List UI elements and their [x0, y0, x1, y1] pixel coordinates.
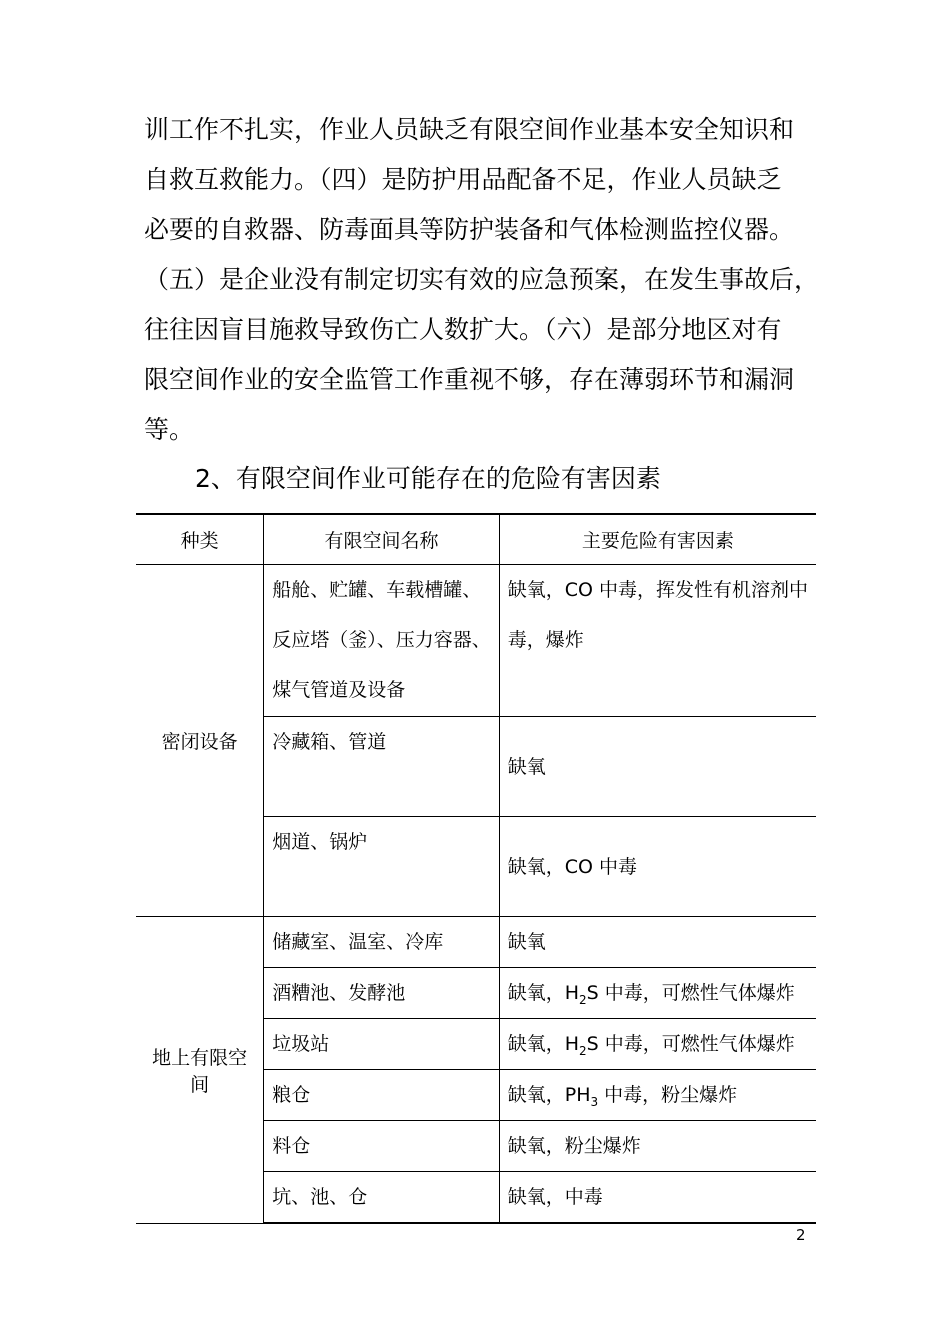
- paragraph-line: 往往因盲目施救导致伤亡人数扩大。（六）是部分地区对有: [144, 315, 782, 344]
- hazard-line: 缺氧，$PH_3$ 中毒，粉尘爆炸: [507, 1084, 738, 1109]
- table-row: [136, 917, 816, 968]
- space-name-line: 煤气管道及设备: [272, 679, 406, 701]
- hazard-cell: [499, 1172, 816, 1224]
- hazard-line: 毒，爆炸: [507, 629, 584, 651]
- category-cell: 地上有限空间: [136, 917, 264, 1224]
- space-name-line: 烟道、锅炉: [272, 831, 368, 853]
- body-paragraph: [144, 110, 820, 460]
- space-name-line: 反应塔（釜）、压力容器、: [272, 629, 491, 651]
- space-name-line: 储藏室、温室、冷库: [272, 931, 444, 953]
- space-name-line: 冷藏箱、管道: [272, 731, 387, 753]
- header-hazards: 主要危险有害因素: [499, 514, 816, 565]
- space-name-line: 酒糟池、发酵池: [272, 982, 406, 1004]
- hazard-cell: [499, 1019, 816, 1070]
- paragraph-line: 必要的自救器、防毒面具等防护装备和气体检测监控仪器。: [144, 215, 795, 244]
- space-name-line: 粮仓: [272, 1084, 311, 1106]
- table-header-row: [136, 514, 816, 565]
- hazard-line: 缺氧，粉尘爆炸: [507, 1135, 641, 1157]
- hazard-cell: [499, 917, 816, 968]
- subscript: 2: [579, 993, 587, 1007]
- paragraph-line: （五）是企业没有制定切实有效的应急预案，在发生事故后，: [144, 265, 820, 294]
- hazard-line: 缺氧: [507, 931, 546, 953]
- hazard-line: 缺氧，$H_2S$ 中毒，可燃性气体爆炸: [507, 1033, 795, 1058]
- hazard-cell: [499, 968, 816, 1019]
- space-name-cell: [264, 917, 500, 968]
- paragraph-line: 训工作不扎实，作业人员缺乏有限空间作业基本安全知识和: [144, 115, 795, 144]
- hazard-table: [136, 513, 816, 1224]
- space-name-cell: [264, 1070, 500, 1121]
- hazard-cell: [499, 1070, 816, 1121]
- space-name-cell: [264, 817, 500, 917]
- space-name-line: 船舱、贮罐、车载槽罐、: [272, 579, 482, 601]
- space-name-line: 料仓: [272, 1135, 311, 1157]
- hazard-line: 缺氧，CO 中毒，挥发性有机溶剂中: [507, 579, 808, 601]
- hazard-line: 缺氧，$H_2S$ 中毒，可燃性气体爆炸: [507, 982, 795, 1007]
- category-cell: 密闭设备: [136, 565, 264, 917]
- space-name-cell: [264, 1019, 500, 1070]
- header-category: 种类: [136, 514, 264, 565]
- hazard-line: 缺氧，中毒: [507, 1186, 603, 1208]
- subscript: 3: [590, 1095, 599, 1109]
- section-heading: 2、有限空间作业可能存在的危险有害因素: [195, 464, 661, 493]
- space-name-cell: [264, 1121, 500, 1172]
- hazard-cell: [499, 1121, 816, 1172]
- hazard-cell: [499, 717, 816, 817]
- header-space-name: 有限空间名称: [264, 514, 500, 565]
- hazard-line: 缺氧，CO 中毒: [507, 855, 637, 878]
- hazard-cell: [499, 565, 816, 717]
- space-name-cell: [264, 968, 500, 1019]
- hazard-cell: [499, 817, 816, 917]
- paragraph-line: 等。: [144, 415, 195, 444]
- space-name-cell: [264, 1172, 500, 1224]
- paragraph-line: 自救互救能力。（四）是防护用品配备不足，作业人员缺乏: [144, 165, 782, 194]
- space-name-cell: [264, 565, 500, 717]
- page-number: 2: [796, 1226, 806, 1244]
- subscript: 2: [579, 1044, 587, 1058]
- space-name-cell: [264, 717, 500, 817]
- space-name-line: 垃圾站: [272, 1033, 330, 1055]
- space-name-line: 坑、池、仓: [272, 1186, 368, 1208]
- table-row: [136, 565, 816, 717]
- paragraph-line: 限空间作业的安全监管工作重视不够，存在薄弱环节和漏洞: [144, 365, 795, 394]
- hazard-line: 缺氧: [507, 755, 546, 778]
